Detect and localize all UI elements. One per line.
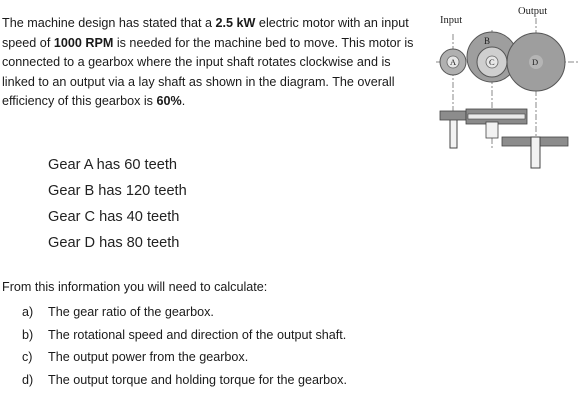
task-item <box>22 346 347 369</box>
task-marker: d) <box>22 372 34 387</box>
gear-c-label: C <box>489 57 495 67</box>
gear-c-side <box>486 122 498 138</box>
output-shaft-side <box>531 137 540 168</box>
task-text: The output torque and holding torque for the gearbox. <box>48 372 347 387</box>
input-shaft-side <box>450 118 457 148</box>
gear-a-item: Gear A has 60 teeth <box>48 157 178 173</box>
gear-a-label: A <box>450 57 457 67</box>
gear-b-item: Gear B has 120 teeth <box>48 183 187 199</box>
task-item <box>22 301 347 324</box>
gear-c-item: Gear C has 40 teeth <box>48 209 180 225</box>
input-label: Input <box>440 15 463 26</box>
gear-b-label: B <box>484 36 491 46</box>
task-marker: c) <box>22 350 33 365</box>
motor-power: 2.5 kW <box>215 16 256 30</box>
lay-shaft-centre <box>468 114 525 119</box>
task-list <box>22 301 347 391</box>
task-marker: a) <box>22 305 34 319</box>
task-text: The output power from the gearbox. <box>48 350 249 365</box>
gear-a-side <box>440 111 466 120</box>
intro-text-3: is needed for the machine bed to move. This motor is connected to a gearbox where the input shaft rotates clockwise and is linked to an output via a lay shaft as shown in the diagram. The overall efficiency of this gearbox is <box>2 35 414 108</box>
gear-d-item: Gear D has 80 teeth <box>48 235 180 251</box>
task-text: The rotational speed and direction of the output shaft. <box>48 327 347 342</box>
intro-text-1: The machine design has stated that a <box>2 16 216 30</box>
gear-train-diagram <box>432 0 582 175</box>
intro-text-2: electric motor with an input speed of <box>2 16 409 50</box>
task-item <box>22 324 347 347</box>
tasks-intro: From this information you will need to calculate: <box>2 280 268 294</box>
output-label: Output <box>518 6 548 17</box>
task-item <box>22 369 347 392</box>
intro-text-4: . <box>181 94 186 108</box>
gear-teeth-list <box>48 152 187 256</box>
gear-d-label: D <box>532 57 539 67</box>
efficiency-value: 60% <box>156 94 182 108</box>
problem-statement <box>2 14 417 112</box>
task-marker: b) <box>22 327 34 342</box>
task-text: The gear ratio of the gearbox. <box>48 305 214 319</box>
input-speed: 1000 RPM <box>53 35 114 50</box>
